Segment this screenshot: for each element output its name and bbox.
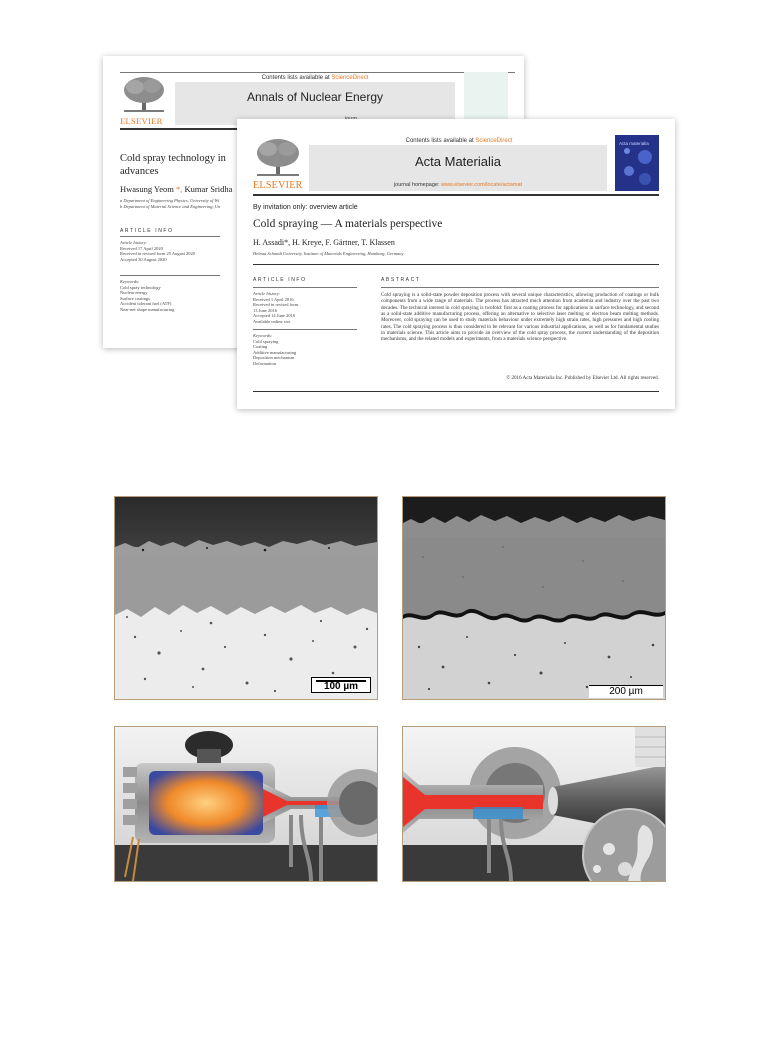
scale-bar-right bbox=[589, 685, 663, 698]
spray-gun-illustration-left bbox=[114, 726, 378, 882]
elsevier-tree-logo bbox=[120, 75, 168, 115]
invitation-label: By invitation only: overview article bbox=[253, 204, 358, 211]
abstract-rule bbox=[381, 287, 659, 288]
keywords-label: Keywords: bbox=[120, 279, 140, 284]
scale-bar-label: 200 µm bbox=[609, 686, 643, 697]
sciencedirect-link[interactable]: ScienceDirect bbox=[331, 75, 369, 81]
micrograph-right-image bbox=[403, 497, 665, 699]
front-paper-acta bbox=[237, 119, 675, 409]
affiliation-2: b Department of Material Science and Engineering, Un bbox=[120, 204, 221, 209]
spray-gun-nozzle-exit bbox=[403, 727, 665, 881]
top-rule bbox=[120, 72, 515, 73]
article-info-heading: ARTICLE INFO bbox=[120, 228, 174, 234]
title-line-2: advances bbox=[120, 166, 159, 177]
contents-line bbox=[309, 138, 609, 144]
header-rule bbox=[253, 194, 659, 196]
keywords-list: Cold spraying Coating Additive manufacturing Deposition mechanism Deformation bbox=[253, 339, 297, 366]
keywords-rule bbox=[120, 275, 220, 276]
author-list: H. Assadi*, H. Kreye, F. Gärtner, T. Klassen bbox=[253, 238, 395, 247]
abstract-heading: ABSTRACT bbox=[381, 277, 421, 283]
affiliation-1: a Department of Engineering Physics, University of Wi bbox=[120, 198, 220, 203]
history-dates: Received 17 April 2020 Received in revised form 25 August 2020 Accepted 30 August 2020 bbox=[120, 246, 195, 262]
journal-homepage bbox=[309, 182, 607, 188]
author-list bbox=[120, 184, 232, 194]
article-info-heading: ARTICLE INFO bbox=[253, 277, 307, 283]
copyright-line: © 2016 Acta Materialia Inc. Published by Elsevier Ltd. All rights reserved. bbox=[506, 375, 659, 381]
keywords-list: Cold spray technology Nuclear energy Surface coatings Accident tolerant fuel (ATF) Near-net shape manufacturing bbox=[120, 285, 175, 312]
title-line-1: Cold spray technology in bbox=[120, 153, 226, 164]
author-mark: *, bbox=[173, 184, 185, 194]
info-rule bbox=[253, 287, 357, 288]
history-label: Article history: bbox=[120, 240, 148, 245]
scale-bar-left bbox=[311, 677, 371, 693]
bottom-rule bbox=[253, 391, 659, 392]
publisher-wordmark: ELSEVIER bbox=[253, 180, 303, 191]
sciencedirect-link[interactable]: ScienceDirect bbox=[475, 138, 513, 144]
keywords-label: Keywords: bbox=[253, 333, 273, 338]
article-title bbox=[120, 152, 226, 178]
article-title: Cold spraying — A materials perspective bbox=[253, 218, 443, 230]
keywords-rule bbox=[253, 329, 357, 330]
author-1: Hwasung Yeom bbox=[120, 184, 174, 194]
micrograph-left-image bbox=[115, 497, 377, 699]
scale-bar-label: 100 µm bbox=[323, 681, 359, 692]
abstract-text: Cold spraying is a solid-state powder deposition process with several unique characteristics, allowing production of coatings or bulk components from a wide range of materials. The process has attracted much attention from academia and industry over the past two decades. The technical interest in cold spraying is twofold: first as a coating process for applications in surface technology, and second as a solid-state additive manufacturing process, offering an alternative to selective laser melting or electron beam melting methods. Moreover, cold spraying can be used to study materials behaviour under extremely high strain rates, high pressures and high cooling rates. The cold spraying process is thus considered to be relevant for various industrial applications, as well as for fundamental studies in materials science. This article aims to provide an overview of the cold spray process, the current understanding of the deposition mechanisms, and the related models and experiments, from a materials science perspective. bbox=[381, 292, 659, 343]
homepage-link[interactable]: www.elsevier.com/locate/actamat bbox=[441, 182, 523, 188]
micrograph-left bbox=[114, 496, 378, 700]
contents-prefix: Contents lists available at bbox=[405, 138, 476, 144]
affiliation: Helmut Schmidt University, Institute of Materials Engineering, Hamburg, Germany bbox=[253, 251, 404, 256]
micrograph-right bbox=[402, 496, 666, 700]
journal-title: Annals of Nuclear Energy bbox=[246, 90, 384, 104]
author-2: Kumar Sridha bbox=[184, 184, 233, 194]
cover-title: Acta materialia bbox=[619, 141, 649, 146]
spray-gun-illustration-right bbox=[402, 726, 666, 882]
contents-prefix: Contents lists available at bbox=[261, 75, 332, 81]
journal-title: Acta Materialia bbox=[415, 154, 501, 169]
spray-gun-cutaway-heating bbox=[115, 727, 377, 881]
affiliation-rule bbox=[253, 264, 659, 265]
history-dates: Received 1 April 2016 Received in revised form 13 June 2016 Accepted 14 June 2016 Available online xxx bbox=[253, 297, 299, 324]
elsevier-tree-logo bbox=[253, 137, 303, 179]
info-rule bbox=[120, 236, 220, 237]
contents-line bbox=[175, 75, 455, 81]
publisher-wordmark: ELSEVIER bbox=[120, 116, 163, 126]
homepage-prefix: journal homepage: bbox=[393, 182, 442, 188]
history-label: Article history: bbox=[253, 291, 281, 296]
